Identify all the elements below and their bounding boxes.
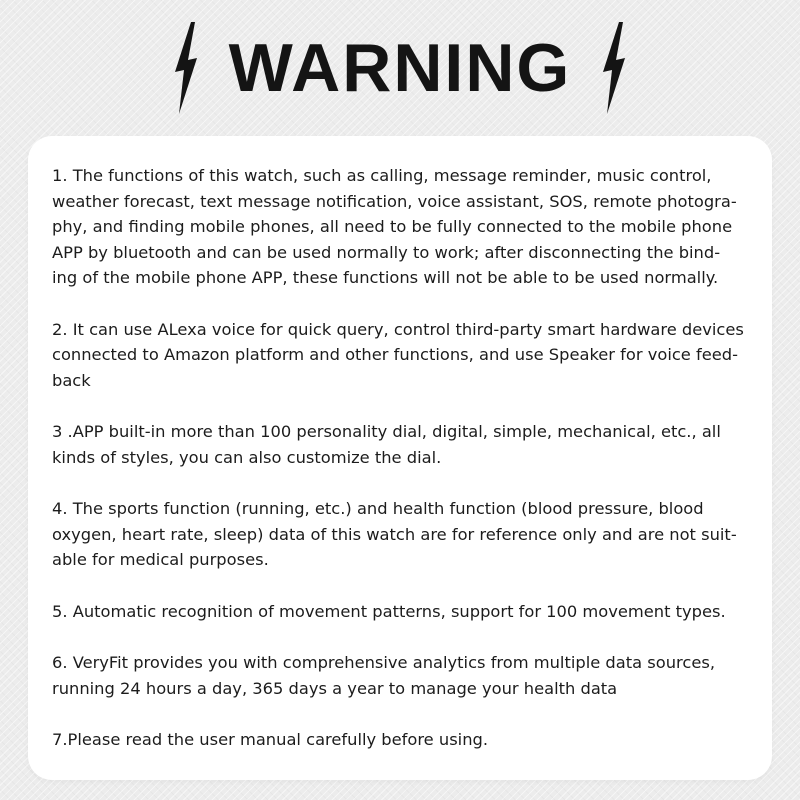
notice-line: oxygen, heart rate, sleep) data of this watch are for reference only and are not suit- [52, 524, 737, 544]
lightning-bolt-icon [169, 20, 203, 116]
notice-line: 5. Automatic recognition of movement patterns, support for 100 movement types. [52, 601, 726, 621]
notice-item-7 [52, 727, 748, 753]
lightning-bolt-icon [597, 20, 631, 116]
notice-line: ing of the mobile phone APP, these functions will not be able to be used normally. [52, 268, 719, 287]
warning-notice-card [28, 136, 772, 780]
notice-item-6 [52, 650, 748, 701]
notice-item-2 [52, 317, 748, 394]
warning-header [0, 18, 800, 118]
notice-line: 1. The functions of this watch, such as calling, message reminder, music control, [52, 166, 712, 185]
notice-line: 7.Please read the user manual carefully before using. [52, 730, 489, 749]
notice-line: 6. VeryFit provides you with comprehensive analytics from multiple data sources, [52, 653, 715, 672]
notice-line: running 24 hours a day, 365 days a year to manage your health data [52, 678, 618, 698]
notice-line: 4. The sports function (running, etc.) and health function (blood pressure, blood [52, 499, 704, 518]
notice-line: APP by bluetooth and can be used normally to work; after disconnecting the bind- [52, 242, 721, 262]
notice-line: kinds of styles, you can also customize the dial. [52, 447, 442, 467]
notice-item-5 [52, 599, 748, 625]
warning-title: WARNING [228, 30, 572, 106]
notice-line: able for medical purposes. [52, 550, 269, 569]
notice-line: weather forecast, text message notification, voice assistant, SOS, remote photogra- [52, 191, 737, 211]
notice-line: connected to Amazon platform and other functions, and use Speaker for voice feed- [52, 345, 738, 364]
notice-line: 3 .APP built-in more than 100 personality dial, digital, simple, mechanical, etc., all [52, 422, 721, 441]
notice-line: back [52, 370, 91, 390]
notice-item-3 [52, 419, 748, 470]
notice-item-1 [52, 163, 748, 291]
notice-line: 2. It can use ALexa voice for quick query, control third-party smart hardware devices [52, 319, 744, 339]
notice-line: phy, and finding mobile phones, all need to be fully connected to the mobile phone [52, 217, 733, 236]
notice-item-4 [52, 496, 748, 573]
